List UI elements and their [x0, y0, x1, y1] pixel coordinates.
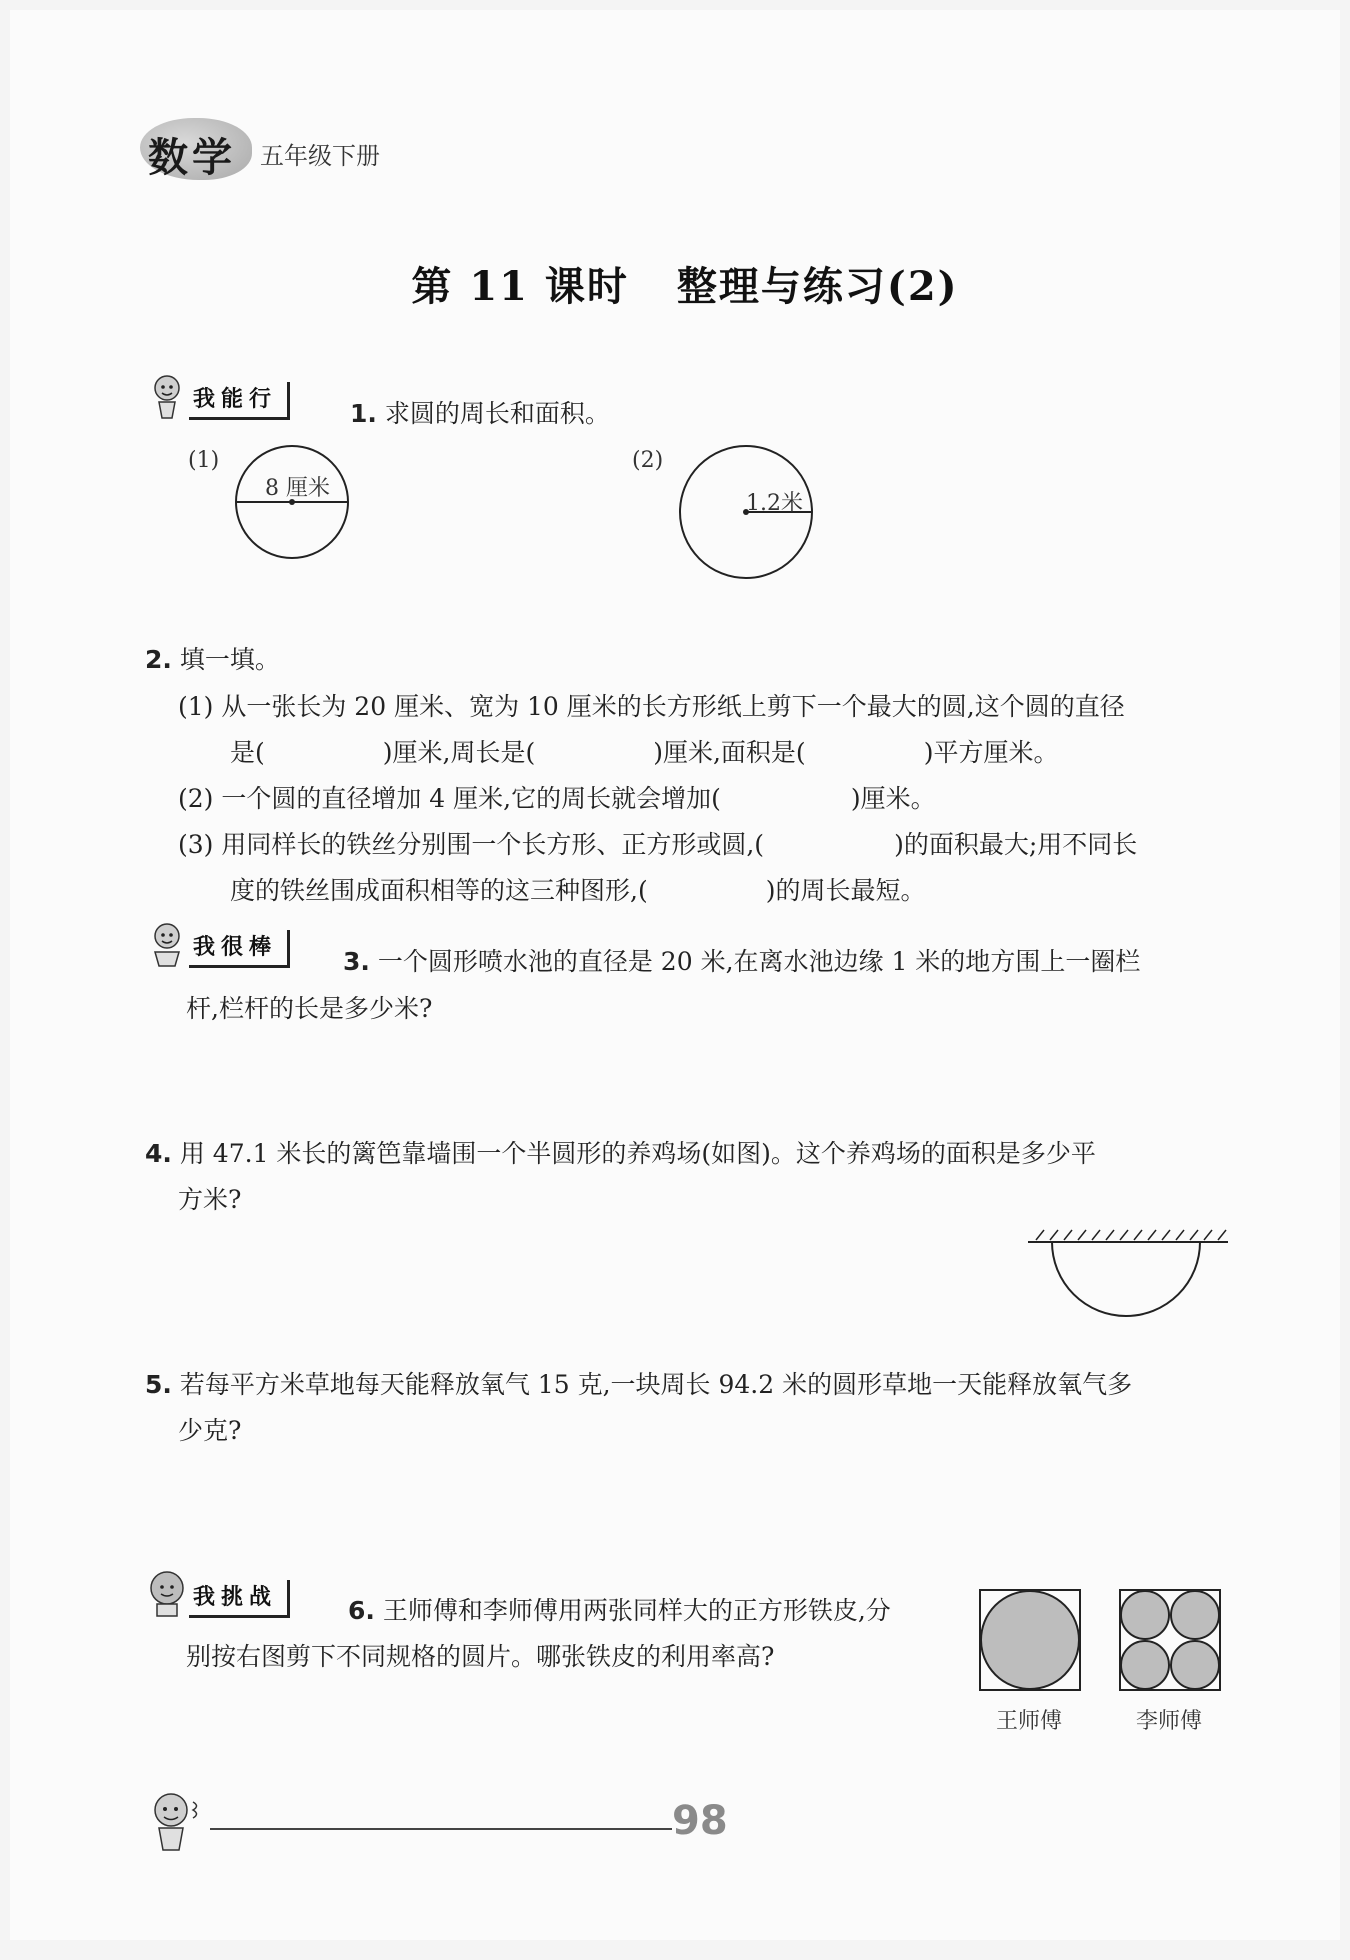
mascot-icon [145, 920, 191, 970]
question-1 [350, 391, 610, 437]
semicircle-wall-figure [1028, 1222, 1228, 1322]
q4-line2: 方米? [178, 1185, 242, 1214]
q2-p3-a1: (3) 用同样长的铁丝分别围一个长方形、正方形或圆,( [178, 830, 765, 859]
lesson-name: 整理与练习(2) [676, 263, 959, 310]
q2-p3-b2: )的周长最短。 [765, 876, 926, 905]
q3-line1: 一个圆形喷水池的直径是 20 米,在离水池边缘 1 米的地方围上一圈栏 [377, 947, 1141, 976]
q1-fig2-value: 1.2米 [746, 491, 803, 516]
section-label-3: 我挑战 [189, 1580, 290, 1618]
q1-fig2-label: (2) [632, 448, 664, 473]
subject-title: 数学 [148, 135, 236, 181]
section-label-1: 我能行 [189, 382, 290, 420]
q4-line1: 用 47.1 米长的篱笆靠墙围一个半圆形的养鸡场(如图)。这个养鸡场的面积是多少平 [179, 1139, 1096, 1168]
q2-p3-a2: )的面积最大;用不同长 [894, 830, 1138, 859]
q2-part2 [178, 776, 936, 822]
q2-part3-line2 [230, 868, 925, 914]
q3-line2: 杆,栏杆的长是多少米? [186, 994, 433, 1023]
workbook-page [10, 10, 1340, 1940]
q2-p1-b2: )厘米,周长是( [382, 738, 536, 767]
q2-text: 填一填。 [179, 645, 280, 674]
q2-p2-a: (2) 一个圆的直径增加 4 厘米,它的周长就会增加( [178, 784, 721, 813]
section-label-2: 我很棒 [189, 930, 290, 968]
q4-number: 4. [145, 1139, 172, 1168]
page-number: 98 [672, 1798, 728, 1844]
footer-mascot-icon [145, 1790, 205, 1858]
question-3 [343, 939, 1140, 985]
lesson-number: 第 11 课时 [411, 263, 629, 310]
q1-number: 1. [350, 399, 377, 428]
q2-part1-line1: (1) 从一张长为 20 厘米、宽为 10 厘米的长方形纸上剪下一个最大的圆,这个圆的直径 [178, 692, 1125, 721]
q6-line1: 王师傅和李师傅用两张同样大的正方形铁皮,分 [382, 1596, 891, 1625]
footer-rule [210, 1828, 672, 1830]
q2-p1-b4: )平方厘米。 [923, 738, 1059, 767]
caption-li: 李师傅 [1136, 1709, 1203, 1734]
question-2 [145, 637, 280, 683]
q2-p1-b1: 是( [230, 738, 265, 767]
question-5 [145, 1362, 1132, 1408]
lesson-title [10, 255, 1350, 312]
question-6 [348, 1588, 891, 1634]
li-square-four-circles [1118, 1588, 1222, 1692]
q2-part1-line2 [230, 730, 1058, 776]
grade-label: 五年级下册 [260, 142, 380, 170]
q5-line2: 少克? [178, 1416, 242, 1445]
question-4 [145, 1131, 1096, 1177]
q6-line2: 别按右图剪下不同规格的圆片。哪张铁皮的利用率高? [186, 1642, 775, 1671]
q1-fig1-value: 8 厘米 [265, 476, 330, 501]
wang-square-one-circle [978, 1588, 1082, 1692]
caption-wang: 王师傅 [996, 1709, 1063, 1734]
mascot-icon [145, 1570, 191, 1620]
q1-fig1-label: (1) [188, 448, 220, 473]
q2-p1-b3: )厘米,面积是( [653, 738, 806, 767]
q2-p2-b: )厘米。 [850, 784, 936, 813]
q2-part3-line1 [178, 822, 1137, 868]
q5-number: 5. [145, 1370, 172, 1399]
q2-p3-b1: 度的铁丝围成面积相等的这三种图形,( [230, 876, 648, 905]
q2-number: 2. [145, 645, 172, 674]
mascot-icon [145, 372, 191, 422]
q3-number: 3. [343, 947, 370, 976]
q6-number: 6. [348, 1596, 375, 1625]
circle-diameter-figure [232, 442, 352, 562]
q1-text: 求圆的周长和面积。 [384, 399, 610, 428]
q5-line1: 若每平方米草地每天能释放氧气 15 克,一块周长 94.2 米的圆形草地一天能释放氧气多 [179, 1370, 1133, 1399]
